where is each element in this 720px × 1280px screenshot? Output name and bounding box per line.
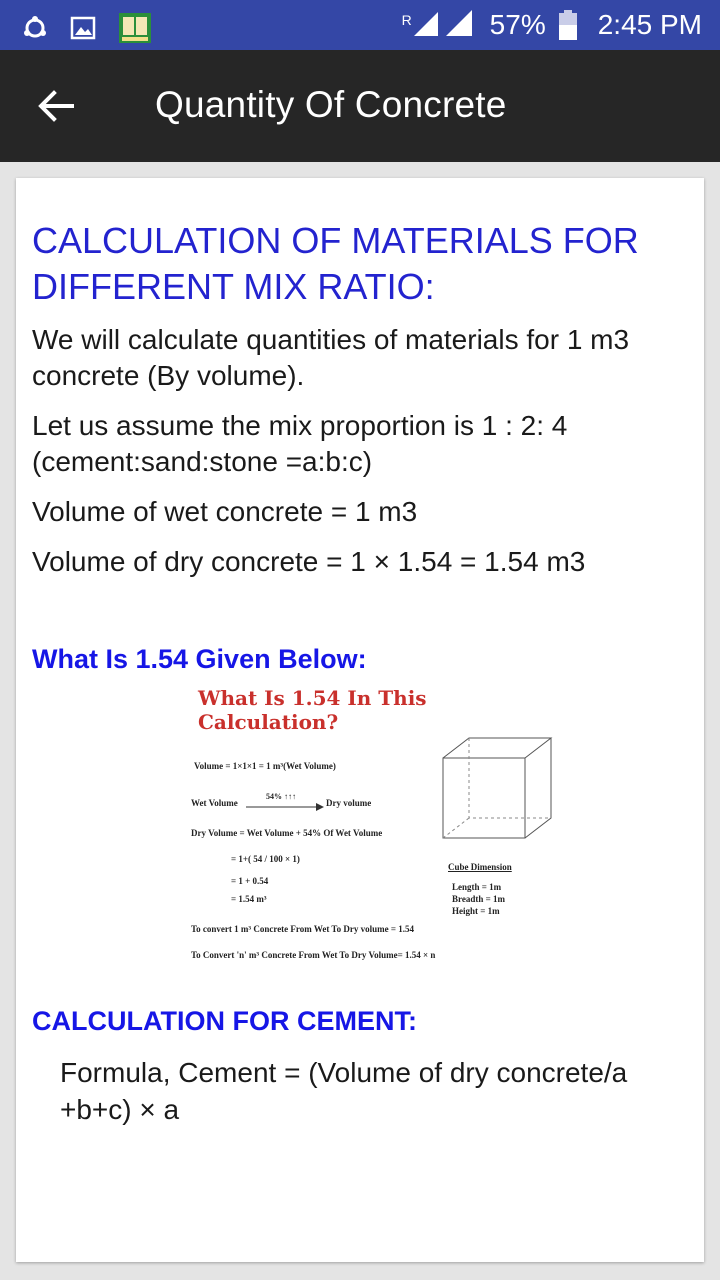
cube-dimension-heading: Cube Dimension [448,862,512,872]
figure-arrow [246,802,326,812]
figure-convert-2: To Convert 'n' m³ Concrete From Wet To Dry Volume= 1.54 × n [191,950,436,960]
paragraph: We will calculate quantities of materials for 1 m3 concrete (By volume). [32,324,630,391]
explanation-figure [186,678,558,978]
figure-convert-1: To convert 1 m³ Concrete From Wet To Dry volume = 1.54 [191,924,414,934]
cement-formula: Formula, Cement = (Volume of dry concrete/a +b+c) × a [60,1057,628,1125]
page-title: Quantity Of Concrete [155,84,507,125]
app-notification-icon [118,12,152,44]
signal-icon [401,6,478,45]
battery-percent: 57% [489,9,546,40]
figure-wet-volume: Wet Volume [191,798,238,808]
sync-icon [22,15,48,41]
figure-title: What Is 1.54 In This Calculation? [198,686,427,734]
section-heading: CALCULATION OF MATERIALS FOR DIFFERENT MIX RATIO: [32,220,639,307]
cube-diagram [441,736,556,842]
paragraph: Let us assume the mix proportion is 1 : 2: 4 (cement:sand:stone =a:b:c) [32,410,568,477]
subheading-cement: CALCULATION FOR CEMENT: [32,1006,417,1036]
article-body [32,218,682,594]
status-bar [0,0,720,50]
subheading-what-is: What Is 1.54 Given Below: [32,644,367,674]
figure-volume-line: Volume = 1×1×1 = 1 m³(Wet Volume) [194,761,336,771]
paragraph: Volume of dry concrete = 1 × 1.54 = 1.54 m3 [32,546,586,577]
figure-dry-equation: Dry Volume = Wet Volume + 54% Of Wet Volume [191,828,383,838]
roaming-indicator: R [401,11,412,28]
clock: 2:45 PM [597,9,702,40]
figure-dry-volume: Dry volume [326,798,372,808]
app-bar [0,50,720,162]
battery-icon [558,9,578,41]
paragraph: Volume of wet concrete = 1 m3 [32,496,418,527]
back-button[interactable] [32,82,80,130]
figure-step-2: = 1 + 0.54 [231,876,269,886]
figure-step-1: = 1+( 54 / 100 × 1) [231,854,300,864]
cube-length: Length = 1m [452,882,502,892]
arrow-back-icon [32,82,80,130]
cube-breadth: Breadth = 1m [452,894,505,904]
figure-arrow-label: 54% ↑↑↑ [266,792,296,801]
cube-height: Height = 1m [452,906,500,916]
gallery-icon [70,15,96,41]
content-card [16,178,704,1262]
figure-step-3: = 1.54 m³ [231,894,267,904]
